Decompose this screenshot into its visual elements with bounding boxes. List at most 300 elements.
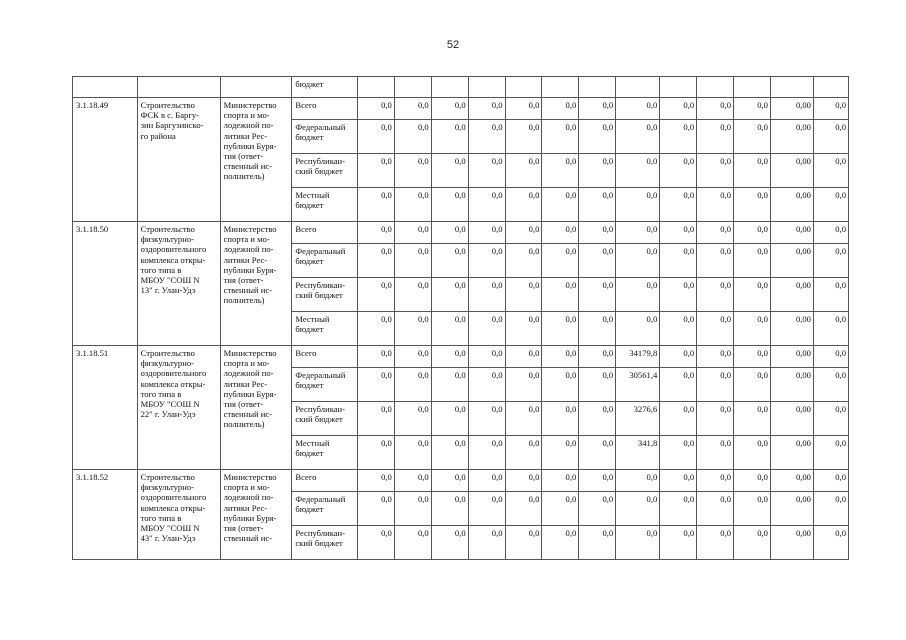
executor bbox=[220, 470, 292, 560]
amount-cell: 0,0 bbox=[357, 312, 394, 346]
object-name-line: МБОУ "СОШ N bbox=[140, 523, 200, 534]
object-name-line: МБОУ "СОШ N bbox=[140, 275, 200, 286]
funding-source bbox=[292, 526, 358, 560]
object-name-line: ФСК в с. Баргу- bbox=[140, 110, 200, 121]
executor-line: публики Буря- bbox=[223, 512, 277, 523]
amount-cell: 0,0 bbox=[505, 346, 542, 368]
amount-cell: 0,0 bbox=[813, 368, 848, 402]
object-code: 3.1.18.52 bbox=[73, 470, 138, 560]
object-name-line: 13" г. Улан-Удэ bbox=[140, 285, 196, 296]
executor-line: литики Рес- bbox=[223, 378, 268, 389]
amount-cell: 0,0 bbox=[660, 244, 697, 278]
amount-cell: 0,0 bbox=[505, 244, 542, 278]
amount-cell: 0,0 bbox=[505, 526, 542, 560]
amount-cell: 0,0 bbox=[468, 120, 505, 154]
amount-cell: 0,0 bbox=[813, 120, 848, 154]
amount-cell: 0,0 bbox=[468, 368, 505, 402]
executor-line: спорта и мо- bbox=[223, 482, 270, 493]
amount-cell: 0,00 bbox=[770, 368, 813, 402]
amount-cell: 0,0 bbox=[542, 188, 579, 222]
amount-cell: 0,0 bbox=[697, 470, 734, 492]
object-name-line: комплекса откры- bbox=[140, 502, 206, 513]
source-cell: бюджет bbox=[292, 77, 358, 98]
amount-cell: 0,0 bbox=[813, 278, 848, 312]
funding-source bbox=[292, 154, 358, 188]
amount-cell: 0,0 bbox=[542, 470, 579, 492]
amount-cell: 0,0 bbox=[394, 154, 431, 188]
funding-source-line: ский бюджет bbox=[295, 166, 343, 177]
amount-cell: 0,0 bbox=[616, 526, 660, 560]
executor-line: тия (ответ- bbox=[223, 523, 264, 534]
amount-cell: 0,0 bbox=[579, 120, 616, 154]
funding-source bbox=[292, 222, 358, 244]
amount-cell: 0,0 bbox=[357, 222, 394, 244]
amount-cell: 0,0 bbox=[394, 312, 431, 346]
amount-cell: 0,0 bbox=[357, 154, 394, 188]
object-name-line: комплекса откры- bbox=[140, 378, 206, 389]
amount-cell: 0,0 bbox=[579, 312, 616, 346]
funding-source-line: Всего bbox=[295, 472, 317, 482]
amount-cell: 0,0 bbox=[734, 526, 771, 560]
funding-source-line: бюджет bbox=[295, 200, 324, 211]
object-name-line: того типа в bbox=[140, 388, 182, 399]
amount-cell: 0,0 bbox=[357, 346, 394, 368]
funding-source-line: Республикан- bbox=[295, 528, 346, 538]
executor-line: тия (ответ- bbox=[223, 275, 264, 286]
executor-line: ственный ис- bbox=[223, 533, 272, 544]
object-name-line: Строительство bbox=[140, 472, 195, 482]
executor-cell bbox=[220, 77, 292, 98]
funding-source-line: Всего bbox=[295, 224, 317, 234]
amount-cell: 0,0 bbox=[505, 312, 542, 346]
executor-line: публики Буря- bbox=[223, 388, 277, 399]
amount-cell: 0,00 bbox=[770, 120, 813, 154]
object-name bbox=[137, 470, 220, 560]
amount-cell: 0,0 bbox=[616, 188, 660, 222]
funding-source-line: Местный bbox=[295, 314, 330, 324]
page-number: 52 bbox=[446, 39, 460, 51]
amount-cell: 0,0 bbox=[505, 98, 542, 120]
executor-line: лодежной по- bbox=[223, 120, 274, 131]
amount-cell: 0,0 bbox=[579, 244, 616, 278]
amount-cell: 0,0 bbox=[813, 188, 848, 222]
amount-cell: 30561,4 bbox=[616, 368, 660, 402]
executor-line: Министерство bbox=[223, 224, 277, 234]
amount-cell: 0,0 bbox=[357, 368, 394, 402]
amount-cell: 0,0 bbox=[660, 188, 697, 222]
amount-cell: 0,0 bbox=[468, 312, 505, 346]
amount-cell: 0,00 bbox=[770, 188, 813, 222]
amount-cell: 0,0 bbox=[813, 436, 848, 470]
amount-cell: 0,0 bbox=[697, 154, 734, 188]
amount-cell: 0,0 bbox=[616, 154, 660, 188]
amount-cell: 0,0 bbox=[431, 244, 468, 278]
executor-line: тия (ответ- bbox=[223, 399, 264, 410]
amount-cell: 0,0 bbox=[505, 278, 542, 312]
amount-cell: 0,0 bbox=[734, 402, 771, 436]
amount-cell: 0,0 bbox=[468, 492, 505, 526]
funding-source bbox=[292, 312, 358, 346]
amount-cell: 0,0 bbox=[468, 188, 505, 222]
amount-cell: 0,0 bbox=[734, 470, 771, 492]
amount-cell: 0,0 bbox=[468, 402, 505, 436]
funding-source-line: бюджет bbox=[295, 132, 324, 143]
code-cell bbox=[73, 77, 138, 98]
executor bbox=[220, 346, 292, 470]
amount-cell: 34179,8 bbox=[616, 346, 660, 368]
amount-cell: 0,0 bbox=[357, 526, 394, 560]
amount-cell: 0,0 bbox=[616, 244, 660, 278]
funding-source-line: бюджет bbox=[295, 448, 324, 459]
object-name-line: Строительство bbox=[140, 100, 195, 110]
amount-cell: 0,0 bbox=[505, 402, 542, 436]
amount-cell: 0,0 bbox=[505, 188, 542, 222]
object-name bbox=[137, 346, 220, 470]
amount-cell: 0,0 bbox=[468, 470, 505, 492]
funding-source-line: бюджет bbox=[295, 324, 324, 335]
funding-source-line: бюджет bbox=[295, 256, 324, 267]
amount-cell: 0,0 bbox=[734, 312, 771, 346]
funding-source-line: Федеральный bbox=[295, 370, 346, 380]
executor-line: полнитель) bbox=[223, 295, 265, 306]
amount-cell: 0,00 bbox=[770, 312, 813, 346]
amount-cell: 0,0 bbox=[660, 346, 697, 368]
funding-source bbox=[292, 470, 358, 492]
amount-cell: 0,0 bbox=[697, 402, 734, 436]
amount-cell: 0,0 bbox=[697, 346, 734, 368]
budget-table bbox=[72, 76, 849, 560]
funding-source-line: Республикан- bbox=[295, 404, 346, 414]
amount-cell: 0,0 bbox=[431, 470, 468, 492]
amount-cell: 0,0 bbox=[468, 222, 505, 244]
amount-cell: 0,0 bbox=[697, 222, 734, 244]
amount-cell: 0,0 bbox=[505, 222, 542, 244]
amount-cell: 0,0 bbox=[542, 402, 579, 436]
object-name-line: Строительство bbox=[140, 348, 195, 358]
amount-cell: 0,0 bbox=[734, 492, 771, 526]
amount-cell: 0,0 bbox=[357, 278, 394, 312]
executor-line: литики Рес- bbox=[223, 254, 268, 265]
funding-source bbox=[292, 120, 358, 154]
amount-cell: 0,0 bbox=[505, 368, 542, 402]
amount-cell: 0,0 bbox=[734, 154, 771, 188]
amount-cell: 0,0 bbox=[468, 244, 505, 278]
amount-cell: 0,0 bbox=[579, 98, 616, 120]
amount-cell: 0,00 bbox=[770, 402, 813, 436]
amount-cell: 0,0 bbox=[505, 120, 542, 154]
amount-cell: 0,0 bbox=[579, 346, 616, 368]
funding-source-line: бюджет bbox=[295, 504, 324, 515]
amount-cell: 0,00 bbox=[770, 98, 813, 120]
amount-cell: 0,0 bbox=[394, 436, 431, 470]
object-name-line: 22" г. Улан-Удэ bbox=[140, 409, 196, 420]
amount-cell: 0,0 bbox=[660, 154, 697, 188]
amount-cell: 0,0 bbox=[813, 222, 848, 244]
executor-line: Министерство bbox=[223, 348, 277, 358]
object-code: 3.1.18.49 bbox=[73, 98, 138, 222]
amount-cell: 0,0 bbox=[660, 222, 697, 244]
funding-source-line: Федеральный bbox=[295, 494, 346, 504]
executor-line: Министерство bbox=[223, 472, 277, 482]
amount-cell: 0,0 bbox=[697, 492, 734, 526]
table-row bbox=[73, 222, 849, 244]
object-name-line: Строительство bbox=[140, 224, 195, 234]
amount-cell: 0,0 bbox=[468, 346, 505, 368]
amount-cell: 0,0 bbox=[660, 436, 697, 470]
amount-cell: 0,0 bbox=[394, 492, 431, 526]
funding-source bbox=[292, 368, 358, 402]
amount-cell: 0,0 bbox=[734, 368, 771, 402]
executor-line: спорта и мо- bbox=[223, 234, 270, 245]
table-row bbox=[73, 470, 849, 492]
executor-line: полнитель) bbox=[223, 419, 265, 430]
object-name-line: го района bbox=[140, 130, 176, 141]
amount-cell: 0,0 bbox=[660, 402, 697, 436]
funding-source-line: Всего bbox=[295, 100, 317, 110]
amount-cell: 0,0 bbox=[542, 278, 579, 312]
amount-cell: 0,00 bbox=[770, 222, 813, 244]
amount-cell: 0,0 bbox=[468, 154, 505, 188]
amount-cell: 0,0 bbox=[734, 98, 771, 120]
amount-cell: 0,0 bbox=[697, 312, 734, 346]
amount-cell: 0,0 bbox=[542, 120, 579, 154]
amount-cell: 0,00 bbox=[770, 470, 813, 492]
amount-cell: 0,0 bbox=[616, 98, 660, 120]
amount-cell: 0,0 bbox=[697, 526, 734, 560]
amount-cell: 0,0 bbox=[697, 188, 734, 222]
amount-cell: 0,0 bbox=[394, 188, 431, 222]
table-row bbox=[73, 346, 849, 368]
amount-cell: 0,0 bbox=[734, 120, 771, 154]
funding-source-line: ский бюджет bbox=[295, 290, 343, 301]
amount-cell: 0,0 bbox=[431, 154, 468, 188]
amount-cell: 0,0 bbox=[660, 526, 697, 560]
funding-source bbox=[292, 188, 358, 222]
amount-cell: 0,00 bbox=[770, 244, 813, 278]
funding-source bbox=[292, 278, 358, 312]
amount-cell: 0,0 bbox=[660, 120, 697, 154]
amount-cell: 0,0 bbox=[394, 98, 431, 120]
amount-cell: 0,0 bbox=[697, 120, 734, 154]
executor-line: тия (ответ- bbox=[223, 151, 264, 162]
amount-cell: 0,0 bbox=[813, 526, 848, 560]
amount-cell: 0,0 bbox=[734, 346, 771, 368]
amount-cell: 0,0 bbox=[357, 188, 394, 222]
executor-line: ственный ис- bbox=[223, 285, 272, 296]
amount-cell: 0,0 bbox=[357, 436, 394, 470]
executor-line: публики Буря- bbox=[223, 140, 277, 151]
amount-cell: 0,00 bbox=[770, 492, 813, 526]
amount-cell: 0,0 bbox=[431, 188, 468, 222]
amount-cell: 0,0 bbox=[468, 526, 505, 560]
amount-cell: 341,8 bbox=[616, 436, 660, 470]
object-code: 3.1.18.51 bbox=[73, 346, 138, 470]
amount-cell: 0,0 bbox=[468, 98, 505, 120]
amount-cell: 0,0 bbox=[394, 368, 431, 402]
amount-cell: 0,0 bbox=[431, 312, 468, 346]
object-name-line: 43" г. Улан-Удэ bbox=[140, 533, 196, 544]
amount-cell: 0,0 bbox=[394, 346, 431, 368]
amount-cell: 3276,6 bbox=[616, 402, 660, 436]
amount-cell: 0,0 bbox=[660, 312, 697, 346]
executor-line: публики Буря- bbox=[223, 264, 277, 275]
amount-cell: 0,0 bbox=[431, 526, 468, 560]
amount-cell: 0,0 bbox=[579, 154, 616, 188]
amount-cell: 0,0 bbox=[431, 120, 468, 154]
executor-line: лодежной по- bbox=[223, 368, 274, 379]
object-name-line: комплекса откры- bbox=[140, 254, 206, 265]
amount-cell: 0,0 bbox=[579, 402, 616, 436]
amount-cell: 0,0 bbox=[431, 278, 468, 312]
object-name-line: физкультурно- bbox=[140, 234, 194, 245]
amount-cell: 0,0 bbox=[394, 470, 431, 492]
funding-source bbox=[292, 492, 358, 526]
amount-cell: 0,0 bbox=[579, 526, 616, 560]
amount-cell: 0,0 bbox=[357, 120, 394, 154]
executor-line: Министерство bbox=[223, 100, 277, 110]
executor-line: ственный ис- bbox=[223, 409, 272, 420]
amount-cell: 0,0 bbox=[697, 98, 734, 120]
amount-cell: 0,0 bbox=[734, 222, 771, 244]
amount-cell: 0,0 bbox=[357, 98, 394, 120]
funding-source-line: Федеральный bbox=[295, 122, 346, 132]
amount-cell: 0,0 bbox=[542, 98, 579, 120]
funding-source bbox=[292, 402, 358, 436]
executor-line: ственный ис- bbox=[223, 161, 272, 172]
funding-source-line: Всего bbox=[295, 348, 317, 358]
amount-cell: 0,0 bbox=[697, 278, 734, 312]
amount-cell: 0,0 bbox=[579, 492, 616, 526]
amount-cell: 0,0 bbox=[394, 222, 431, 244]
amount-cell: 0,0 bbox=[660, 470, 697, 492]
amount-cell: 0,0 bbox=[616, 312, 660, 346]
funding-source-line: Местный bbox=[295, 190, 330, 200]
amount-cell: 0,0 bbox=[505, 470, 542, 492]
amount-cell: 0,0 bbox=[579, 436, 616, 470]
amount-cell: 0,0 bbox=[357, 402, 394, 436]
funding-source-line: Республикан- bbox=[295, 280, 346, 290]
amount-cell: 0,0 bbox=[697, 436, 734, 470]
amount-cell: 0,0 bbox=[579, 278, 616, 312]
amount-cell: 0,0 bbox=[813, 244, 848, 278]
amount-cell: 0,0 bbox=[542, 222, 579, 244]
amount-cell: 0,0 bbox=[660, 492, 697, 526]
amount-cell: 0,0 bbox=[734, 244, 771, 278]
amount-cell: 0,0 bbox=[357, 244, 394, 278]
executor-line: лодежной по- bbox=[223, 492, 274, 503]
amount-cell: 0,0 bbox=[813, 470, 848, 492]
amount-cell: 0,0 bbox=[505, 436, 542, 470]
object-name-line: оздоровительного bbox=[140, 492, 207, 503]
amount-cell: 0,0 bbox=[542, 526, 579, 560]
amount-cell: 0,0 bbox=[616, 120, 660, 154]
object-code: 3.1.18.50 bbox=[73, 222, 138, 346]
amount-cell: 0,0 bbox=[542, 436, 579, 470]
amount-cell: 0,0 bbox=[734, 278, 771, 312]
object-name-line: оздоровительного bbox=[140, 368, 207, 379]
amount-cell: 0,0 bbox=[660, 98, 697, 120]
executor-line: полнитель) bbox=[223, 171, 265, 182]
amount-cell: 0,0 bbox=[813, 492, 848, 526]
executor bbox=[220, 98, 292, 222]
table-row bbox=[73, 98, 849, 120]
executor bbox=[220, 222, 292, 346]
funding-source-line: Местный bbox=[295, 438, 330, 448]
amount-cell: 0,0 bbox=[813, 154, 848, 188]
funding-source bbox=[292, 436, 358, 470]
object-name-line: МБОУ "СОШ N bbox=[140, 399, 200, 410]
amount-cell: 0,0 bbox=[431, 98, 468, 120]
amount-cell: 0,0 bbox=[734, 436, 771, 470]
amount-cell: 0,0 bbox=[579, 470, 616, 492]
amount-cell: 0,0 bbox=[813, 312, 848, 346]
object-name bbox=[137, 222, 220, 346]
funding-source-line: Республикан- bbox=[295, 156, 346, 166]
amount-cell: 0,0 bbox=[616, 492, 660, 526]
amount-cell: 0,00 bbox=[770, 436, 813, 470]
executor-line: литики Рес- bbox=[223, 130, 268, 141]
amount-cell: 0,0 bbox=[579, 368, 616, 402]
amount-cell: 0,0 bbox=[660, 278, 697, 312]
object-name bbox=[137, 98, 220, 222]
amount-cell: 0,00 bbox=[770, 278, 813, 312]
amount-cell: 0,0 bbox=[616, 278, 660, 312]
amount-cell: 0,0 bbox=[468, 436, 505, 470]
amount-cell: 0,0 bbox=[813, 402, 848, 436]
executor-line: литики Рес- bbox=[223, 502, 268, 513]
funding-source-line: ский бюджет bbox=[295, 538, 343, 549]
amount-cell: 0,0 bbox=[697, 368, 734, 402]
amount-cell: 0,0 bbox=[542, 368, 579, 402]
amount-cell: 0,0 bbox=[357, 492, 394, 526]
amount-cell: 0,0 bbox=[813, 346, 848, 368]
table-body bbox=[73, 77, 849, 560]
amount-cell: 0,0 bbox=[394, 244, 431, 278]
funding-source bbox=[292, 98, 358, 120]
amount-cell: 0,0 bbox=[394, 402, 431, 436]
object-name-line: оздоровительного bbox=[140, 244, 207, 255]
executor-line: спорта и мо- bbox=[223, 358, 270, 369]
continuation-row bbox=[73, 77, 849, 98]
amount-cell: 0,0 bbox=[431, 346, 468, 368]
amount-cell: 0,0 bbox=[542, 244, 579, 278]
amount-cell: 0,0 bbox=[697, 244, 734, 278]
amount-cell: 0,0 bbox=[431, 436, 468, 470]
name-cell bbox=[137, 77, 220, 98]
executor-line: лодежной по- bbox=[223, 244, 274, 255]
amount-cell: 0,0 bbox=[431, 368, 468, 402]
amount-cell: 0,0 bbox=[394, 120, 431, 154]
funding-source-line: Федеральный bbox=[295, 246, 346, 256]
object-name-line: того типа в bbox=[140, 264, 182, 275]
amount-cell: 0,00 bbox=[770, 526, 813, 560]
amount-cell: 0,0 bbox=[734, 188, 771, 222]
object-name-line: физкультурно- bbox=[140, 358, 194, 369]
amount-cell: 0,0 bbox=[468, 278, 505, 312]
amount-cell: 0,0 bbox=[394, 278, 431, 312]
amount-cell: 0,0 bbox=[357, 470, 394, 492]
amount-cell: 0,0 bbox=[505, 154, 542, 188]
amount-cell: 0,00 bbox=[770, 346, 813, 368]
amount-cell: 0,0 bbox=[616, 470, 660, 492]
funding-source-line: ский бюджет bbox=[295, 414, 343, 425]
funding-source-line: бюджет bbox=[295, 380, 324, 391]
amount-cell: 0,0 bbox=[542, 492, 579, 526]
funding-source bbox=[292, 346, 358, 368]
amount-cell: 0,0 bbox=[660, 368, 697, 402]
amount-cell: 0,0 bbox=[394, 526, 431, 560]
amount-cell: 0,0 bbox=[431, 492, 468, 526]
